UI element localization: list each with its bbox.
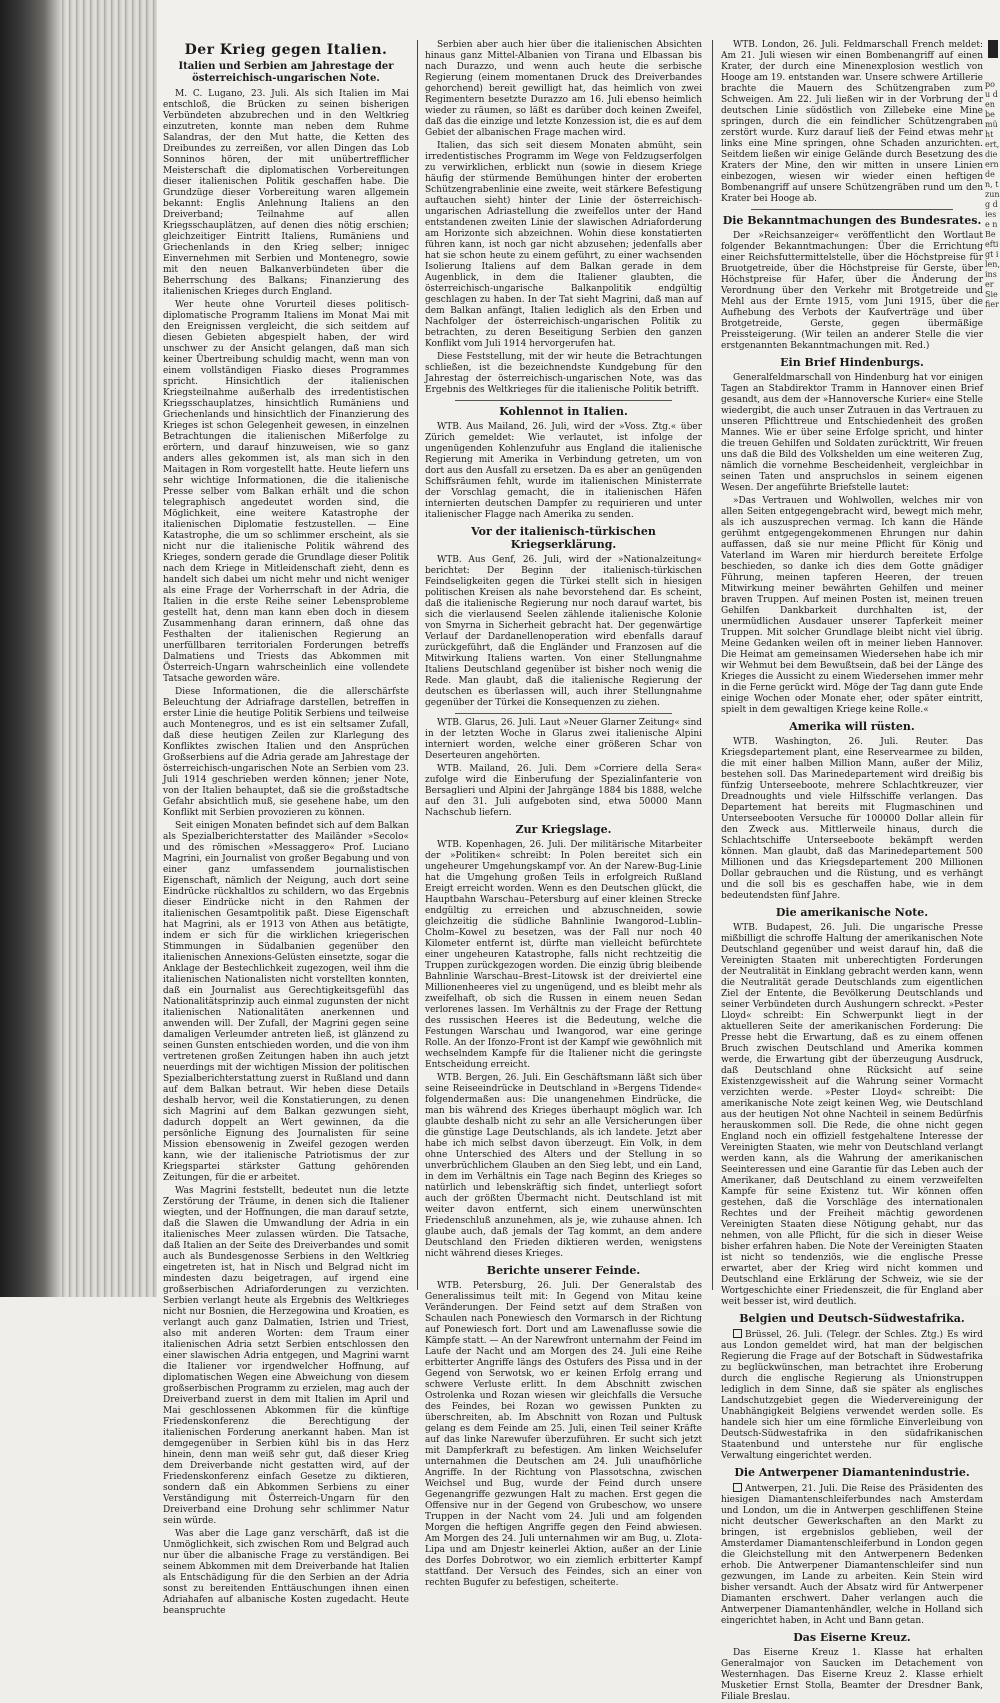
page-stack-edges bbox=[62, 0, 157, 1297]
section-heading: Vor der italienisch-türkischen Kriegserklärung. bbox=[471, 525, 656, 551]
section-heading: Berichte unserer Feinde. bbox=[486, 1264, 641, 1277]
paragraph: WTB. Washington, 26. Juli. Reuter. Das Kriegsdepartement plant, eine Reservearmee zu bilden, die mit einer halben Million Mann, außer der Miliz, bestehen soll. Das Marinedepartement wird dreißig bis fünfzig Unterseeboote, mehrere Schlachtkreuzer, vier Dreadnoughts und viele Hilfsschiffe verlangen. Das Departement hat bereits mit Flugmaschinen und Unterseebooten Versuche für 100000 Dollar allein für den Zweck aus. Mittlerweile hinaus, durch die Schlachtschiffe Unterseeboote bekämpft werden können. Man glaubt, daß das Marinedepartement 500 Millionen und das Kriegsdepartement 200 Millionen Dollar gebrauchen und die Rüstung, und es verhängt und die soll bis es geschaffen habe, wie in dem bedeutendsten fünf Jahre. bbox=[721, 737, 983, 901]
paragraph: Was aber die Lage ganz verschärft, daß ist die Unmöglichkeit, sich zwischen Rom und Belgrad auch nur über die albanische Frage zu verständigen. Bei seinem Abkommen mit dem Dreiverbande hat Italien als Entschädigung für die den Serbien an der Adria sonst zu bereitenden Enttäuschungen ihnen einen Adriahafen auf albanische Kosten zugedacht. Heute beanspruchte bbox=[163, 1529, 409, 1616]
book-binding-shadow bbox=[0, 0, 62, 1297]
paragraph: WTB. Budapest, 26. Juli. Die ungarische Presse mißbilligt die schroffe Haltung der amerikanischen Note Deutschland gegenüber und weist darauf hin, daß die Vereinigten Staaten mit unberechtigten Forderungen der Neutralität in Einklang gebracht werden kann, wenn die Neutralität gerade Deutschlands zum eigentlichen Ziel der Entente, die Bevölkerung Deutschlands und seiner Verbündeten durch Aushungern schreckt. »Pester Lloyd« schreibt: Ein Schwerpunkt liegt in der aktuelleren Seite der amerikanischen Forderung: Die Presse hebt die Erwartung, daß es zu einem offenen Bruch zwischen Deutschland und Amerika kommen werde, die Erwartung gibt der überzeugung Ausdruck, daß Deutschland ohne Rücksicht auf seine Existenzgewissheit auf die Wahrung seiner Vormacht verzichten werde. »Pester Lloyd« schreibt: Die amerikanische Note zeigt keinen Weg, wie Deutschland aus der heutigen Not ohne Nachteil in seinem Bedürfnis herauskommen soll. Die Rede, die ohne nicht gegen England noch ein offiziell festgehaltene Interesse der Vereinigten Staaten, wie mehr von Deutschland verlangt werden kann, als die Wahrung der amerikanischen Seeinteressen und eine Garantie für das Leben auch der Amerikaner, daß Deutschland zu einem verzweifelten Kampfe für seine Existenz tut. Wir können offen gestehen, daß die Vorschläge des internationalen Rechtes und der Freiheit mächtig gewordenen Vereinigten Staaten diese Nötigung gehabt, nur das nehmen, von alle Pflicht, für die sich in dieser Weise bisher erfahren haben. Die Note der Vereinigten Staaten ist nicht so tendenziös, wie die englische Presse erwartet, aber der Krieg wird nicht kommen und Deutschland eine Erklärung der Schweiz, wie sie der Wortgeschichte einer Friedenszeit, die für England aber weit besser ist, wird deutlich. bbox=[721, 923, 983, 1307]
column-1 bbox=[163, 40, 409, 1616]
paragraph: Italien, das sich seit diesem Monaten abmüht, sein irredentistisches Programm im Wege von Feldzugserfolgen zu verwirklichen, erblickt nun (sowie in diesem Kriege häufig der stürmende Bemühungen hinter der eroberten Schützengrabenlinie eine zweite, weit stärkere Befestigung auftauchen sieht) hinter der Linie der österreichisch-ungarischen Adriastellung die zweifellos unter der Hand entstandenen zweiten Linie der slawischen Adriaforderung am Horizonte sich abzeichnen. Wohin diese konstatierten führen kann, ist noch gar nicht abzusehen; jedenfalls aber hat sie schon heute zu einem geführt, zu einer wachsenden Isolierung Italiens auf dem Balkan gerade in dem Augenblick, in dem die Italiener glaubten, die österreichisch-ungarische Balkanpolitik endgültig geschlagen zu haben. In der Tat sieht Magrini, daß man auf dem Balkan anfängt, Italien lediglich als den Erben und Nachfolger der österreichisch-ungarischen Politik zu betrachten, zu deren Beseitigung Serbien den ganzen Konflikt vom Juli 1914 hervorgerufen hat. bbox=[425, 141, 702, 349]
divider bbox=[455, 713, 672, 714]
section-heading: Amerika will rüsten. bbox=[789, 720, 915, 733]
section-heading: Die amerikanische Note. bbox=[775, 906, 929, 919]
section-heading: Die Antwerpener Diamantenindustrie. bbox=[734, 1466, 970, 1479]
paragraph: WTB. Petersburg, 26. Juli. Der Generalstab des Generalissimus teilt mit: In Gegend von Mitau keine Veränderungen. Der Feind setzt auf dem Straßen von Schaulen nach Ponewiesch den Vormarsch in der Richtung auf Ponewiesch fort. Dort und am Lawenaflusse sowie die Kämpfe statt. — An der Narewfront unternahm der Feind im Laufe der Nacht und am Morgen des 24. Juli eine Reihe erbitterter Angriffe längs des Ostufers des Pissa und in der Gegend von Serwotsk, wo er keinen Erfolg errang und schwere Verluste erlitt. In dem Abschnitt zwischen Ostrolenka und Rozan wiesen wir gleichfalls die Versuche des Feindes, bei Rozan wo gewissen Punkten zu überschreiten, ab. Im Abschnitt von Rozan und Pultusk gelang es dem Feinde am 25. Juli, einen Teil seiner Kräfte auf das linke Narewufer überzuführen. Er sucht sich jetzt mit Dampferkraft zu befestigen. Am linken Weichselufer unternahmen die Deutschen am 24. Juli unaufhörliche Angriffe. In der Richtung von Plassotschna, zwischen Weichsel und Bug, wurde der Feind durch unsere Gegenangriffe gezwungen Halt zu machen. Erst gegen die Offensive nur in der Gegend von Grubeschow, wo unsere Truppen in der Nacht vom 24. Juli und am folgenden Morgen die heftigen Angriffe gegen den Feind abwiesen. Am Morgen des 24. Juli unternahmen wir am Bug, u. Zlota-Lipa und am Dnjestr keinerlei Aktion, außer an der Linie des Dorfes Dobrotwor, wo ein ziemlich erbitterter Kampf stattfand. Der Versuch des Feindes, sich an einer von rechten Bugufer zu befestigen, scheiterte. bbox=[425, 1281, 702, 1588]
divider bbox=[455, 400, 672, 401]
paragraph bbox=[721, 1329, 983, 1462]
paragraph: Der »Reichsanzeiger« veröffentlicht den Wortlaut folgender Bekanntmachungen: Über die Errichtung einer Reichsfuttermittelstelle, über die Höchstpreise für Bruotgetreide, über die Höchstpreise für Gerste, über Höchstpreise für Hafer, über die Änderung der Verordnung über den Verkehr mit Brotgetreide und Mehl aus der Ernte 1915, vom Juni 1915, über die Aufhebung des Verbots der Kaufverträge und über Brotgetreide, Gerste, gegen übermäßige Preissteigerung. (Wir teilen an anderer Stelle die vier erstgenannten Bekanntmachungen mit. Red.) bbox=[721, 231, 983, 351]
paragraph: WTB. London, 26. Juli. Feldmarschall French meldet: Am 21. Juli wiesen wir einen Bombenangriff auf einen Krater, der durch eine Minenexplosion westlich von Hooge am 19. entstanden war. Unsere schwere Artillerie brachte die Mauern des Schützengraben zum Schweigen. Am 22. Juli ließen wir in der Vorbrung der deutschen Linie südöstlich von Zillebeke eine Mine springen, durch die ein feindlicher Schützengraben zerstört wurde. Kurz darauf ließ der Feind etwas mehr links eine Mine springen, ohne Schaden anzurichten. Seitdem ließen wir einige Gelände durch Besetzung des Kraters der Mine, den wir mitten in unsere Linien einbezogen, wiesen wir wieder einen heftigen Bombenangriff auf unsere Schützengräben rund um den Krater bei Hooge ab. bbox=[721, 40, 983, 204]
paragraph: Was Magrini feststellt, bedeutet nun die letzte Zerstörung der Träume, in denen sich die Italiener wiegten, und der Hoffnungen, die man darauf setzte, daß die Slawen die Umwandlung der Adria in ein italienisches Meer zulassen würden. Die Tatsache, daß Italien an der Seite des Dreiverbandes und somit auch als Bundesgenosse Serbiens in den Weltkrieg eingetreten ist, hat in Nisch und Belgrad nicht im mindesten dazu beigetragen, auf irgend eine großserbischen Adriaforderungen zu verzichten. Serbien verlangt heute als Ergebnis des Weltkrieges nicht nur Bosnien, die Herzegowina und Kroatien, es verlangt auch ganz Dalmatien, Istrien und Triest, also mit anderen Worten: dem Traum einer italienischen Adria setzt Serbien entschlossen den einer slawischen Adria entgegen, und Magrini warnt die Italiener vor irgendwelcher Hoffnung, auf diplomatischen Wegen eine Abweichung von diesem großserbischen Programm zu erzielen, mag auch der Dreiverband zuerst in dem mit Italien im April und Mai geschlossenen Abkommen für die künftige Friedenskonferenz die Berechtigung der italienischen Forderung anerkannt haben. Man ist demgegenüber in Serbien kühl bis in das Herz hinein, denn man weiß sehr gut, daß dieser Krieg dem Dreiverbande nicht gestatten wird, auf der Friedenskonferenz einfach Gesetze zu diktieren, sondern daß ein Abkommen Serbiens zu einer Verständigung mit Österreich-Ungarn für den Dreiverband eine Drohung sehr schlimmer Natur sein würde. bbox=[163, 1186, 409, 1526]
divider bbox=[751, 209, 953, 210]
section-heading: Kohlennot in Italien. bbox=[499, 405, 628, 418]
paragraph: WTB. Kopenhagen, 26. Juli. Der militärische Mitarbeiter der »Politiken« schreibt: In Polen bereitet sich ein ungeheurer Umgehungskampf vor. An der Narew-Bug-Linie hat die Umgehung großen Teils in erfolgreich Rußland Ereigt erreicht worden. Wenn es den Deutschen glückt, die Hauptbahn Warschau–Petersburg auf einer kleinen Strecke endgültig zu erreichen und abzuschneiden, sowie gleichzeitig die südliche Bahnlinie Iwangorod–Lublin–Cholm–Kowel zu besetzen, was der Fall nur noch 40 Kilometer entfernt ist, dürfte man vielleicht befürchtete einer ungeheuren Katastrophe, falls nicht rechtzeitig die Truppen zurückgezogen worden. Die einzig übrig bleibende Bahnlinie Warschau–Brest–Litowsk ist der dreiviertel eine Millionenheeres viel zu ungenügend, und es bleibt mehr als zweifelhaft, ob sich die Russen in einem neuen Sedan verlorenes lassen. Im Verhältnis zu der Frage der Rettung des russischen Heeres ist die Bedeutung, welche die Festungen Warschau und Iwangorod, war eine geringe Rolle. An der Ifonzo-Front ist der Kampf wie gewöhnlich mit wechselndem Kampfe für die Italiener nicht die geringste Entscheidung erreicht. bbox=[425, 840, 702, 1070]
section-heading: Das Eiserne Kreuz. bbox=[793, 1631, 911, 1644]
telegram-box-icon bbox=[733, 1483, 742, 1492]
paragraph: M. C. Lugano, 23. Juli. Als sich Italien im Mai entschloß, die Brücken zu seinen bisherigen Verbündeten abzubrechen und in den Weltkrieg einzutreten, konnte man neben dem Ruhme Salandras, der den Mut hatte, die Ketten des Dreibundes zu zerreißen, vor allen Dingen das Lob Sonninos hören, der mit unübertrefflicher Meisterschaft die diplomatischen Vorbereitungen dieser italienischen Politik geschaffen habe. Die Grundzüge dieser Vorbereitung waren allgemein bekannt: Englis Anlehnung Italiens an den Dreiverband; Teilnahme auf allen Kriegsschauplätzen, auf denen dies nötig erschien; gleichzeitiger Eintritt Italiens, Rumäniens und Griechenlands in den Krieg selber; innigeс Einvernehmen mit Serbien und Montenegro, sowie mit den neuen Balkanverbündeten über die Beherrschung des Balkans; Finanzierung des italienischen Krieges durch England. bbox=[163, 89, 409, 297]
paragraph: »Das Vertrauen und Wohlwollen, welches mir von allen Seiten entgegengebracht wird, bewegt mich mehr, als ich auszusprechen vermag. Ich kann die Hände gerühmt entgegengekommenen Ehrungen nur dahin auffassen, daß sie nur meine Pflicht für König und Vaterland im Waren mir hierdurch bereitete Erfolge beschieden, so danke ich dies dem Gotte gnädiger Führung, meinen tapferen Heeren, der treuen Mitwirkung meiner bewährten Gehilfen und meiner braven Truppen. Auf meinen Posten ist, meinen treuen Gehilfen Dankbarkeit durchhalten ist, der unermüdlichen Ausdauer unserer Tapferkeit meiner Truppen. Mit solcher Grundlage bleibt nicht viel übrig. Meine Gedanken weilen oft in meiner lieben Hannover. Die Heimat am gemeinsamen Wiedersehen habe ich mir wir Wehmut bei dem Bewußtsein, daß bei der Länge des Krieges die Aussicht zu einem Wiedersehen immer mehr in die Ferne gerückt wird. Möge der Tag dann gute Ende einige Wochen oder Monate eher, oder später eintritt, spielt in dem gewaltigen Kriege keine Rolle.« bbox=[721, 496, 983, 715]
column-3 bbox=[721, 40, 983, 1702]
paragraph-text: Brüssel, 26. Juli. (Telegr. der Schles. Ztg.) Es wird aus London gemeldet wird, hat man der belgischen Regierung die Frage auf der Botschaft in Südwestafrika zu beglückwünschen, man betrachtet ihre Eroberung durch die englische Regierung als Unionstruppen lediglich in dem Sinne, daß sie später als englisches Landschutzgebiet gegen die Wiedervereinigung der Unabhängigkeit Belgiens verwendet werden solle. Es handele sich hier um eine förmliche Einverleibung von Deutsch-Südwestafrika in den südafrikanischen Staatenbund und unterstehe nur für englische Verwaltung eingerichtet werden. bbox=[721, 1330, 983, 1461]
paragraph: WTB. Mailand, 26. Juli. Dem »Corriere della Sera« zufolge wird die Einberufung der Spezialinfanterie von Bersaglieri und Alpini der Jahrgänge 1884 bis 1888, welche auf den 31. Juli aufgeboten sind, etwa 50000 Mann Nachschub liefern. bbox=[425, 764, 702, 818]
section-heading: Zur Kriegslage. bbox=[515, 823, 612, 836]
paragraph: Diese Feststellung, mit der wir heute die Betrachtungen schließen, ist die bezeichnendste Kundgebung für den Jahrestag der österreichisch-ungarischen Note, was das Ergebnis des Weltkrieges für die italienische Politik betrifft. bbox=[425, 352, 702, 395]
paragraph: WTB. Bergen, 26. Juli. Ein Geschäftsmann läßt sich über seine Reiseeindrücke in Deutschland in »Bergens Tidende« folgendermaßen aus: Die unangenehmen Eindrücke, die man bis während des Krieges überhaupt möglich war. Ich glaubte deshalb nicht zu sehr an alle Versicherungen über die günstige Lage Deutschlands, als ich landete. Jetzt aber habe ich mich selbst davon überzeugt. Ein Volk, in dem ohne Unterschied des Alters und der Stellung in so unverbrüchlichem Glauben an den Sieg lebt, und ein Land, in dem im Verhältnis ein Tage nach Beginn des Krieges so natürlich und lebenskräftig sich findet, unterliegt sofort auch der größten Übermacht nicht. Deutschland ist mit weiter davon entfernt, sich einem unerwünschten Friedenschluß anzunehmen, als je, wie zuhause ahnen. Ich glaube auch, daß jemals der Tag kommt, an dem andere Deutschland den Frieden diktieren werden, wenigstens nicht während dieses Krieges. bbox=[425, 1073, 702, 1259]
paragraph: Das Eiserne Kreuz 1. Klasse hat erhalten Generalmajor von Saucken im Detachement von Westernhagen. Das Eiserne Kreuz 2. Klasse erhielt Musketier Ernst Stolla, Beamter der Dresdner Bank, Filiale Breslau. bbox=[721, 1648, 983, 1702]
paragraph: Serbien aber auch hier über die italienischen Absichten hinaus ganz Mittel-Albanien von Tirana und Elbassan bis nach Durazzo, und wenn auch heute die serbische Regierung (einem momentanen Druck des Dreiverbandes gehorchend) bereit gewilligt hat, das heimlich von zwei Regimentern besetzte Durazzo am 16. Juli ebenso heimlich wieder zu räumen, so läßt es darüber doch keinen Zweifel, daß das die einzige und letzte Konzession ist, die es auf dem Gebiet der albanischen Frage machen wird. bbox=[425, 40, 702, 138]
newspaper-page bbox=[157, 0, 1000, 1702]
paragraph bbox=[721, 1483, 983, 1627]
section-heading: Die Bekanntmachungen des Bundesrates. bbox=[722, 214, 982, 227]
column-2 bbox=[425, 40, 702, 1588]
column-rule bbox=[417, 40, 418, 1290]
paragraph-text: Antwerpen, 21. Juli. Die Reise des Präsidenten des hiesigen Diamantenschleiferbundes nach Amsterdam und London, um die in Antwerpen geschliffenen Steine nicht deutscher Gewerkschaften an den Markt zu bringen, ist ergebnislos geblieben, weil der Amsterdamer Diamantenschleiferbund in London gegen die Gleichstellung mit den Antwerpenern Bedenken erhob. Die Antwerpener Diamantenschleifer sind nun gezwungen, im Lande zu arbeiten. Kein Stein wird bisher versandt. Auch der Absatz wird für Antwerpener Diamanten erschwert. Daher verlangen auch die Antwerpener Diamantenhändler, welche in Holland sich eingerichtet haben, in Acht und Bann getan. bbox=[721, 1484, 983, 1626]
facing-page-fragment: pou den bemüht ert, die ernden, tzung diese n Be eftigt ilen, inser Sie fier bbox=[985, 80, 1000, 309]
page-edge-tab bbox=[988, 40, 998, 58]
paragraph: WTB. Glarus, 26. Juli. Laut »Neuer Glarner Zeitung« sind in der letzten Woche in Glarus zwei italienische Alpini interniert worden, welche einer größeren Schar von Deserteuren angehörten. bbox=[425, 718, 702, 761]
paragraph: Generalfeldmarschall von Hindenburg hat vor einigen Tagen an Stabdirektor Tramm in Hannover einen Brief gesandt, aus dem der »Hannoversche Kurier« eine Stelle wiedergibt, die auch unser Zutrauen in das Vertrauen zu unseren Pflichttreue und Entschiedenheit des großen Mannes. Wie er über seine Erfolge spricht, und hinter die treuen Gehilfen und Soldaten zurücktritt, Wir freuen uns daß die Bild des Volkshelden um eine weiteren Zug, nämlich die vornehme Bescheidenheit, vergleichbar in seinen Taten und anspruchslos in seinem eigenen Wesen. Der angeführte Briefstelle lautet: bbox=[721, 373, 983, 493]
column-rule bbox=[712, 40, 713, 1290]
paragraph: Seit einigen Monaten befindet sich auf dem Balkan als Spezialberichterstatter des Mailänder »Secolo« und des römischen »Messaggero« Prof. Luciano Magrini, ein Journalist von großer Begabung und von einer ganz umfassendem journalistischen Eigenschaft, nämlich der Neigung, auch dort seine Eindrücke rückhaltlos zu schildern, wo das Ergebnis dieser Eindrücke nicht in den Rahmen der italienischen Gesamtpolitik paßt. Diese Eigenschaft hat Magrini, als er 1913 von Athen aus betätigte, indem er sich für die wirklichen kriegerischen Stimmungen in Südalbanien gegenüber den italienischen Annexions-Gelüsten einsetzte, sogar die Anklage der Bestechlichkeit zugezogen, weil ihm die italienischen Nationalisten nicht vorstellten konnten, daß ein Journalist aus Gerechtigkeitsgefühl das Nationalitätsprinzip auch einmal zugunsten der nicht italienischen Nationalitäten anerkennen und anwenden will. Der Zufall, der Magrini gegen seine damaligen Verleumder antreten ließ, ist glänzend zu seinen Gunsten entschieden worden, und die von ihm vertretenen großen Zeitungen haben ihn auch jetzt neuerdings mit der wichtigen Mission der politischen Spezialberichterstattung zuerst in Rußland und dann auf dem Balkan betraut. Wir heben diese Details deshalb hervor, weil die Konstatierungen, zu denen sich Magrini auf dem Balkan gezwungen sieht, dadurch doppelt an Wert gewinnen, da die persönliche Eignung des Journalisten für seine Mission ebensowenig in Zweifel gezogen werden kann, wie der italienische Patriotismus der zur Kriegspartei stärkster Gattung gehörenden Zeitungen, für die er arbeitet. bbox=[163, 821, 409, 1183]
section-heading: Belgien und Deutsch-Südwestafrika. bbox=[739, 1312, 965, 1325]
paragraph: WTB. Aus Mailand, 26. Juli, wird der »Voss. Ztg.« über Zürich gemeldet: Wie verlautet, ist infolge der ungenügenden Kohlenzufuhr aus England die italienische Regierung mit Amerika in Verbindung getreten, um von dort aus den Ausfall zu ersetzen. Da es aber an genügenden Schiffsräumen fehlt, wurde im italienischen Ministerrate der Vorschlag gemacht, die in italienischen Häfen internierten deutschen Dampfer zu requirieren und unter italienischer Flagge nach Amerika zu senden. bbox=[425, 422, 702, 520]
article-title: Der Krieg gegen Italien. bbox=[184, 42, 388, 58]
section-heading: Ein Brief Hindenburgs. bbox=[780, 356, 924, 369]
telegram-box-icon bbox=[733, 1329, 742, 1338]
paragraph: Diese Informationen, die die allerschärfste Beleuchtung der Adriafrage darstellen, betreffen in erster Linie die heutige Politik Serbiens und teilweise auch Montenegros, und es ist ein seltsamer Zufall, daß diese heutigen Zeilen zur Klarlegung des Konfliktes zwischen Italien und den Ansprüchen Großserbiens auf die Adria gerade am Jahrestage der österreichisch-ungarischen Note an Serbien vom 23. Juli 1914 geschrieben werden können; jener Note, von der Italien behauptet, daß sie die großstadtsche Gefahr absichtlich muß, sie gesehene habe, um den Konflikt mit Serbien provozieren zu können. bbox=[163, 687, 409, 818]
paragraph: WTB. Aus Genf, 26. Juli, wird der »Nationalzeitung« berichtet: Der Beginn der italienisch-türkischen Feindseligkeiten gegen die Türkei stellt sich in hiesigen politischen Kreisen als nahe bevorstehend dar. Es scheint, daß die italienische Regierung nur noch darauf wartet, bis sich die vierlausend Seelen zählende italienische Kolonie von Smyrna in Sicherheit gebracht hat. Der gegenwärtige Verlauf der Dardanellenoperation wird ebenfalls darauf zurückgeführt, daß die Engländer und Franzosen auf die Mitwirkung Italiens warten. Von einer Stellungnahme Italiens Deutschland gegenüber ist bisher noch wenig die Rede. Man glaubt, daß die italienische Regierung der deutschen es überlassen will, auch ihrer Stellungnahme gegenüber der Türkei die Konsequenzen zu ziehen. bbox=[425, 555, 702, 708]
article-subtitle: Italien und Serbien am Jahrestage der österreichisch-ungarischen Note. bbox=[178, 61, 394, 84]
paragraph: Wer heute ohne Vorurteil dieses politisch-diplomatische Programm Italiens im Monat Mai mit den Ereignissen vergleicht, die sich seitdem auf diesen Gebieten abgespielt haben, der wird unschwer zu der Ansicht gelangen, daß man sich keiner Übertreibung schuldig macht, wenn man von einem vollständigen Fiasko dieses Programmes spricht. Hinsichtlich der italienischen Kriegsteilnahme außerhalb des irredentistischen Kriegsschauplatzes, hinsichtlich Rumäniens und Griechenlands und hinsichtlich der Finanzierung des Krieges ist schon Gelegenheit gewesen, in einzelnen Betrachtungen die italienischen Mißerfolge zu erörtern, und darauf hinzuweisen, wie so ganz anders alles gekommen ist, als man sich in den Maitagen in Rom vorgestellt hatte. Heute liefern uns sehr wichtige Informationen, die die italienische Presse selber vom Balkan erhält und die schon telegraphisch angedeutet worden sind, die Möglichkeit, eine weitere Katastrophe der italienischen Diplomatie festzustellen. — Eine Katastrophe, die um so schlimmer erscheint, als sie nicht nur die italienische Politik während des Krieges, sondern gerade die Grundlage dieser Politik nach dem Kriege in Mitleidenschaft zieht, denn es handelt sich dabei um nicht mehr und nicht weniger als eine Frage der Vorherrschaft in der Adria, die Italien in die erste Reihe seiner Lebensprobleme gestellt hat, denn man kann eben doch in diesem Zusammenhang daran erinnern, daß ohne das Festhalten der italienischen Regierung an unerfüllbaren territorialen Forderungen betreffs Dalmatiens und Triests das Abkommen mit Österreich-Ungarn wahrscheinlich eine vollendete Tatsache geworden wäre. bbox=[163, 300, 409, 684]
